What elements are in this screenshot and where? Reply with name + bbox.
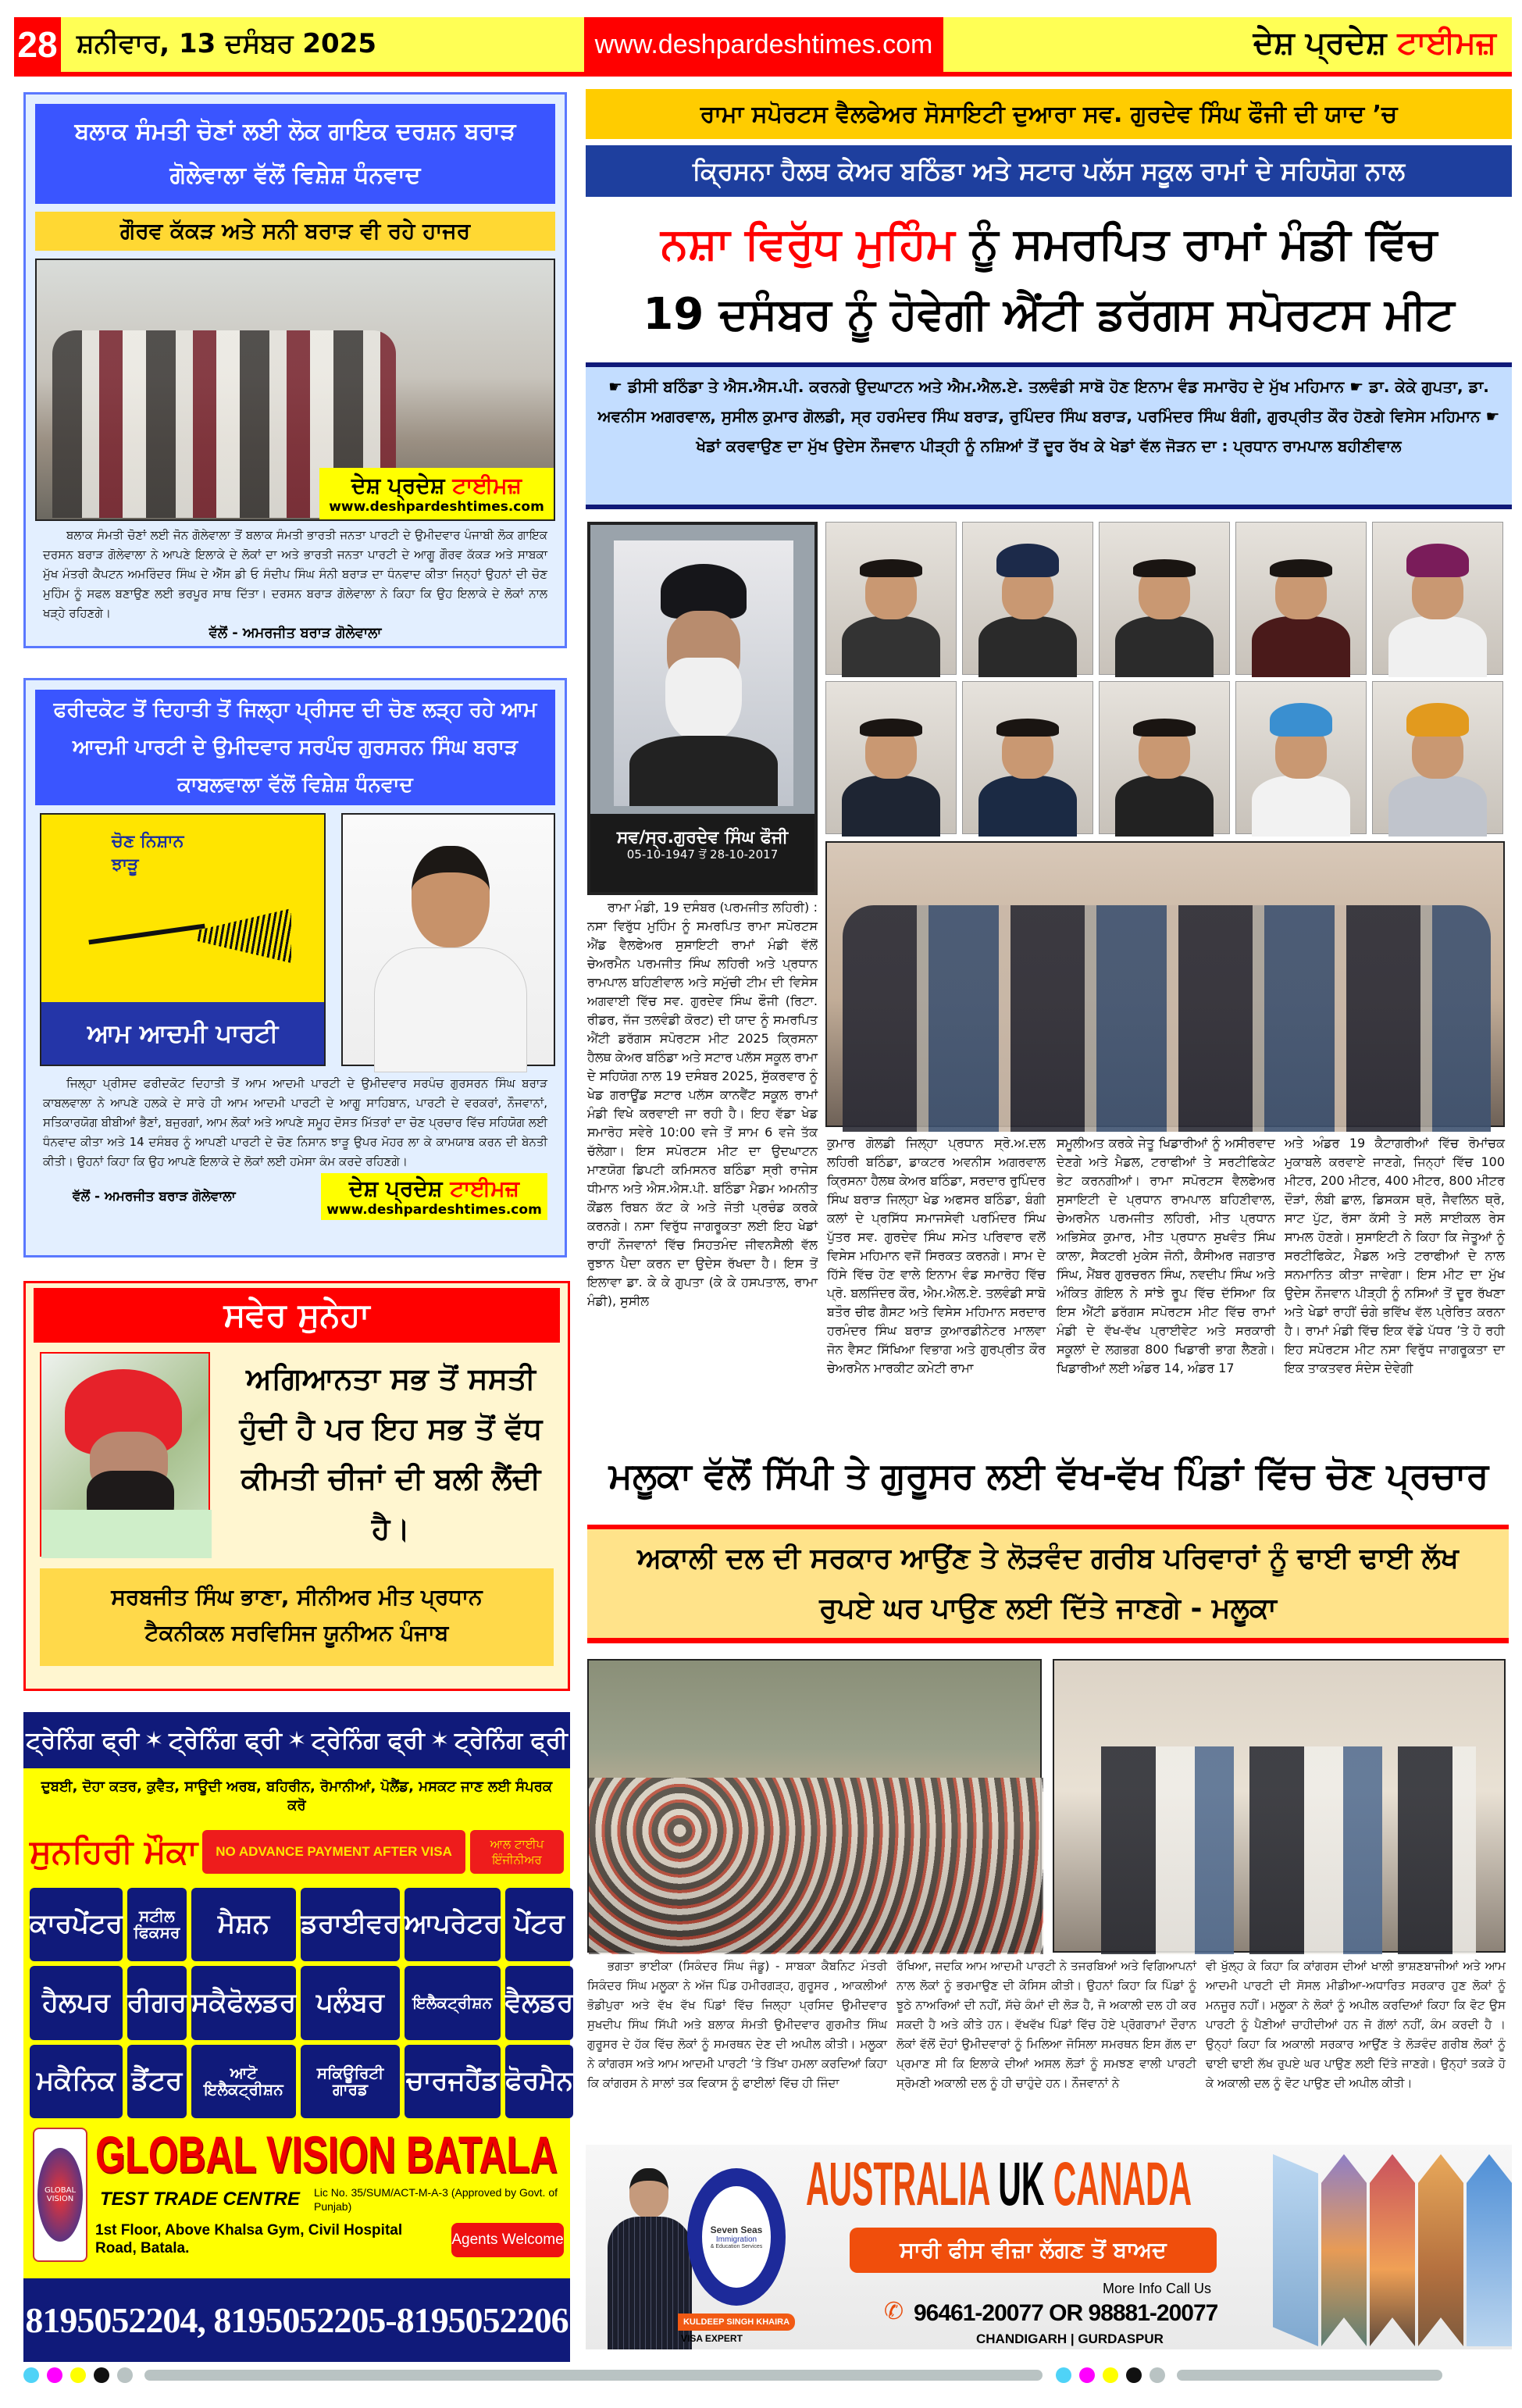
ad-offer-row: [30, 1821, 564, 1882]
main-story-col-2: ਕੁਮਾਰ ਗੋਲਡੀ ਜਿਲ੍ਹਾ ਪ੍ਰਧਾਨ ਸ੍ਰੋ.ਅ.ਦਲ ਲਹਿਰੀ ਬਠਿੰਡਾ, ਡਾਕਟਰ ਅਵਨੀਸ ਅਗਰਵਾਲ ਕ੍ਰਿਸਨਾ ਹੈਲਥ ਕੇਅਰ ਬਠਿੰਡਾ, ਸਰਦਾਰ ਰੁਪਿੰਦਰ ਸਿੰਘ ਬਰਾੜ ਜਿਲ੍ਹਾ ਖੇਡ ਅਫਸਰ ਬਠਿੰਡਾ, ਬੰਗੀ ਕਲਾਂ ਦੇ ਪ੍ਰਸਿੱਧ ਸਮਾਜਸੇਵੀ ਪਰਮਿੰਦਰ ਸਿੰਘ ਪੁੱਤਰ ਸਵ. ਗੁਰਦੇਵ ਸਿੰਘ ਸਮੇਤ ਪਰਿਵਾਰ ਵਲੋਂ ਵਿਸੇਸ ਮਹਿਮਾਨ ਵਜੋਂ ਸਿਰਕਤ ਕਰਨਗੇ। ਸਾਮ ਦੇ ਹਿੱਸੇ ਵਿੱਚ ਹੋਣ ਵਾਲੇ ਇਨਾਮ ਵੰਡ ਸਮਾਰੋਹ ਵਿੱਚ ਪ੍ਰੋ. ਬਲਜਿੰਦਰ ਕੌਰ, ਐਮ.ਐਲ.ਏ. ਤਲਵੰਡੀ ਸਾਬੋ ਬਤੌਰ ਚੀਫ ਗੈਸਟ ਅਤੇ ਵਿਸੇਸ ਮਹਿਮਾਨ ਸਰਦਾਰ ਹਰਮੰਦਰ ਸਿੰਘ ਬਰਾੜ ਕੁਆਰਡੀਨੇਟਰ ਮਾਲਵਾ ਜੋਨ ਵੈਸਟ ਸਿੱਖਿਆ ਵਿਭਾਗ ਅਤੇ ਗੁਰਪ੍ਰੀਤ ਕੌਰ ਚੇਅਰਮੈਨ ਮਾਰਕੀਟ ਕਮੇਟੀ ਰਾਮਾ: [827, 1136, 1046, 1375]
job-tile: ਸਟੀਲ ਫਿਕਸਰ: [127, 1888, 187, 1961]
memorial-caption: [590, 814, 814, 892]
author-org: ਟੈਕਨੀਕਲ ਸਰਵਿਸਿਜ ਯੂਨੀਅਨ ਪੰਜਾਬ: [144, 1620, 449, 1646]
brand-black: ਦੇਸ਼ ਪ੍ਰਦੇਸ਼: [351, 473, 445, 498]
ad-countries: ਦੁਬਈ, ਦੋਹਾ ਕਤਰ, ਕੁਵੈਤ, ਸਾਊਦੀ ਅਰਬ, ਬਹਿਰੀਨ, ਰੋਮਾਨੀਆਂ, ਪੋਲੈਂਡ, ਮਸਕਟ ਜਾਣ ਲਈ ਸੰਪਰਕ ਕਰੋ: [41, 1778, 553, 1814]
job-tile: ਪਲੰਬਰ: [301, 1966, 400, 2039]
candidate-photo: [341, 813, 555, 1066]
guest-portrait: [1099, 681, 1230, 834]
phone-icon: ✆: [884, 2298, 904, 2325]
banner-item: ਟ੍ਰੇਨਿੰਗ ਫ੍ਰੀ: [454, 1726, 568, 1754]
masthead-red: ਟਾਈਮਜ਼: [1397, 25, 1496, 61]
job-tile: ਰੀਗਰ: [127, 1966, 187, 2039]
website-link[interactable]: www.deshpardeshtimes.com: [584, 17, 943, 72]
ad-phone-numbers[interactable]: 96461-20077 OR 98881-20077: [914, 2300, 1218, 2326]
banner-item: ਟ੍ਰੇਨਿੰਗ ਫ੍ਰੀ: [26, 1726, 140, 1754]
ad-countries-title: [806, 2148, 1192, 2219]
story1-headline: ਬਲਾਕ ਸੰਮਤੀ ਚੋਣਾਂ ਲਈ ਲੋਕ ਗਾਇਕ ਦਰਸ਼ਨ ਬਰਾੜ ਗੋਲੇਵਾਲਾ ਵੱਲੋਂ ਵਿਸ਼ੇਸ਼ ਧੰਨਵਾਦ: [35, 104, 555, 204]
job-tile: ਮਕੈਨਿਕ: [30, 2045, 123, 2118]
guest-portrait: [962, 681, 1093, 834]
morning-message-box: [23, 1281, 570, 1691]
symbol-label: ਚੋਣ ਨਿਸ਼ਾਨ ਝਾੜੂ: [112, 832, 184, 875]
story2-text-flow: [43, 1074, 547, 1220]
ad-license: Lic No. 35/SUM/ACT-M-A-3 (Approved by Govt. of Punjab): [314, 2186, 558, 2213]
story2-footer-row: [43, 1173, 547, 1220]
job-tile: ਹੈਲਪਰ: [30, 1966, 123, 2039]
main-story-col-3: ਸਮੂਲੀਅਤ ਕਰਕੇ ਜੇਤੂ ਖਿਡਾਰੀਆਂ ਨੂੰ ਅਸੀਰਵਾਦ ਦੇਣਗੇ ਅਤੇ ਮੈਡਲ, ਟਰਾਫੀਆਂ ਤੇ ਸਰਟੀਫਿਕੇਟ ਭੇਟ ਕਰਨਗੀਆਂ। ਰਾਮਾ ਸਪੋਰਟਸ ਵੈਲਫੇਅਰ ਸੁਸਾਇਟੀ ਦੇ ਪ੍ਰਧਾਨ ਰਾਮਪਾਲ ਬਹਿਣੀਵਾਲ, ਚੇਅਰਮੈਨ ਪਰਮਜੀਤ ਲਹਿਰੀ, ਮੀਤ ਪ੍ਰਧਾਨ ਅਭਿਸੇਕ ਕੁਮਾਰ, ਮੀਤ ਪ੍ਰਧਾਨ ਸੁਖਵੰਤ ਸਿੰਘ ਕਾਲਾ, ਸੈਕਟਰੀ ਮੁਕੇਸ ਜੋਨੀ, ਕੈਸੀਅਰ ਜਗਤਾਰ ਸਿੰਘ, ਮੈਂਬਰ ਗੁਰਚਰਨ ਸਿੰਘ, ਨਵਦੀਪ ਸਿੰਘ ਅਤੇ ਅੰਕਿਤ ਗੋਇਲ ਨੇ ਸਾਂਝੇ ਰੂਪ ਵਿੱਚ ਦੱਸਿਆ ਕਿ ਇਸ ਐਂਟੀ ਡਰੱਗਸ ਸਪੋਰਟਸ ਮੀਟ ਵਿੱਚ ਰਾਮਾਂ ਮੰਡੀ ਦੇ ਵੱਖ-ਵੱਖ ਪ੍ਰਾਈਵੇਟ ਅਤੇ ਸਰਕਾਰੀ ਸਕੂਲਾਂ ਦੇ ਲਗਭਗ 800 ਖਿਡਾਰੀ ਭਾਗ ਲੈਣਗੇ। ਖਿਡਾਰੀਆਂ ਲਈ ਅੰਡਰ 14, ਅੰਡਰ 17: [1057, 1136, 1275, 1375]
organizers-group-photo: [825, 841, 1505, 1127]
guest-portrait: [1235, 681, 1367, 834]
morning-quote: ਅਗਿਆਨਤਾ ਸਭ ਤੋਂ ਸਸਤੀ ਹੁੰਦੀ ਹੈ ਪਰ ਇਹ ਸਭ ਤੋਂ ਵੱਧ ਕੀਮਤੀ ਚੀਜਾਂ ਦੀ ਬਲੀ ਲੈਂਦੀ ਹੈ।: [239, 1361, 543, 1546]
brand-url: www.deshpardeshtimes.com: [329, 499, 544, 515]
author-photo: [40, 1352, 210, 1557]
agents-welcome-badge: Agents Welcome: [451, 2223, 564, 2257]
guest-portrait: [825, 522, 957, 675]
fee-after-visa: ਸਾਰੀ ਫੀਸ ਵੀਜ਼ਾ ਲੱਗਣ ਤੋਂ ਬਾਅਦ: [850, 2228, 1217, 2273]
story2-brand-stamp: [321, 1173, 547, 1220]
pointer-icon: ☛: [1349, 377, 1370, 396]
memorial-dates: 05-10-1947 ਤੋਂ 28-10-2017: [626, 847, 779, 862]
broom-icon: [88, 901, 291, 971]
job-tile: ਵੈਲਡਰ: [505, 1966, 573, 2039]
morning-message-title: ਸਵੇਰ ਸੁਨੇਹਾ: [34, 1288, 560, 1343]
job-tile: ਆਟੋ ਇਲੈਕਟ੍ਰੀਸ਼ਨ: [191, 2045, 296, 2118]
guest-portrait: [1372, 681, 1503, 834]
guest-portrait: [1235, 522, 1367, 675]
highlight-item: ਡਾ. ਕੇਕੇ ਗੁਪਤਾ, ਡਾ. ਅਵਨੀਸ ਅਗਰਵਾਲ, ਸੁਸੀਲ ਕੁਮਾਰ ਗੋਲਡੀ, ਸ੍ਰ ਹਰਮੰਦਰ ਸਿੰਘ ਬਰਾੜ, ਰੁਪਿੰਦਰ ਸਿੰਘ ਬਰਾੜ, ਪਰਮਿੰਦਰ ਸਿੰਘ ਬੰਗੀ, ਗੁਰਪ੍ਰੀਤ ਕੌਰ ਹੋਣਗੇ ਵਿਸੇਸ ਮਹਿਮਾਨ: [597, 377, 1489, 426]
page-number: 28: [14, 17, 61, 72]
ad-phone-numbers: 8195052204, 8195052205-8195052206: [23, 2278, 570, 2362]
country-canada: CANADA: [1053, 2149, 1192, 2218]
guest-portrait: [962, 522, 1093, 675]
malooka-col-3: ਵੀ ਖੁੱਲ੍ਹ ਕੇ ਕਿਹਾ ਕਿ ਕਾਂਗਰਸ ਦੀਆਂ ਖਾਲੀ ਭਾਸ਼ਣਬਾਜੀਆਂ ਅਤੇ ਆਮ ਆਦਮੀ ਪਾਰਟੀ ਦੀ ਸੋਸਲ ਮੀਡੀਆ-ਅਧਾਰਿਤ ਸਰਕਾਰ ਹੁਣ ਲੋਕਾਂ ਨੂੰ ਮਨਜੂਰ ਨਹੀਂ। ਮਲੂਕਾ ਨੇ ਲੋਕਾਂ ਨੂੰ ਅਪੀਲ ਕਰਦਿਆਂ ਕਿਹਾ ਕਿ ਵੋਟ ਉਸ ਪਾਰਟੀ ਨੂੰ ਪੈਣੀਆਂ ਚਾਹੀਦੀਆਂ ਹਨ ਜੋ ਗੱਲਾਂ ਨਹੀਂ, ਕੰਮ ਕਰਦੀ ਹੈ । ਉਨ੍ਹਾਂ ਕਿਹਾ ਕਿ ਅਕਾਲੀ ਸਰਕਾਰ ਆਉਂਣ ਤੇ ਲੋੜਵੰਦ ਗਰੀਬ ਲੋਕਾਂ ਨੂੰ ਢਾਈ ਢਾਈ ਲੱਖ ਰੁਪਏ ਘਰ ਪਾਉਣ ਲਈ ਦਿੱਤੇ ਜਾਣਗੇ। ਉਨ੍ਹਾਂ ਤਕੜੇ ਹੋ ਕੇ ਅਕਾਲੀ ਦਲ ਨੂੰ ਵੋਟ ਪਾਉਣ ਦੀ ਅਪੀਲ ਕੀਤੀ।: [1206, 1959, 1506, 2090]
call-label: More Info Call Us: [1103, 2281, 1212, 2296]
ad-address: 1st Floor, Above Khalsa Gym, Civil Hospital Road, Batala.: [95, 2222, 403, 2256]
party-name: ਆਮ ਆਦਮੀ ਪਾਰਟੀ: [41, 1002, 324, 1065]
pointer-icon: ☛: [1485, 407, 1500, 426]
job-tile: ਕਾਰਪੇਂਟਰ: [30, 1888, 123, 1961]
story-block-gursaran-brar: [23, 678, 567, 1258]
print-registration-marks: [23, 2367, 1512, 2383]
aap-symbol-card: [40, 813, 326, 1066]
brand-url: www.deshpardeshtimes.com: [326, 1202, 542, 1218]
job-tile: ਮੈਸ਼ਨ: [191, 1888, 296, 1961]
job-tile: ਇਲੈਕਟ੍ਰੀਸ਼ਨ: [405, 1966, 501, 2039]
ad-all-type: ਆਲ ਟਾਈਪ ਇੰਜੀਨੀਅਰ: [470, 1830, 564, 1874]
logo-globe: GLOBAL VISION: [37, 2148, 83, 2242]
story1-brand-stamp: [319, 468, 554, 519]
landmarks-collage: [1273, 2154, 1512, 2346]
star-icon: ✶: [144, 1726, 164, 1754]
agent-title: VISA EXPERT: [681, 2333, 743, 2344]
logo-sub2: & Education Services: [710, 2244, 763, 2249]
country-australia: AUSTRALIA: [806, 2149, 989, 2218]
job-tile: ਚਾਰਜਹੈਂਡ: [405, 2045, 501, 2118]
main-story-col-4: ਅਤੇ ਅੰਡਰ 19 ਕੈਟਾਗਰੀਆਂ ਵਿੱਚ ਰੋਮਾਂਚਕ ਮੁਕਾਬਲੇ ਕਰਵਾਏ ਜਾਣਗੇ, ਜਿਨ੍ਹਾਂ ਵਿੱਚ 100 ਮੀਟਰ, 200 ਮੀਟਰ, 400 ਮੀਟਰ, 800 ਮੀਟਰ ਦੌੜਾਂ, ਲੰਬੀ ਛਾਲ, ਡਿਸਕਸ ਥ੍ਰੋ, ਜੈਵਲਿਨ ਥ੍ਰੋ, ਸਾਟ ਪੁੱਟ, ਰੱਸਾ ਕੱਸੀ ਤੇ ਸਲੋ ਸਾਈਕਲ ਰੇਸ ਸਾਮਲ ਹੋਣਗੇ। ਸੁਸਾਇਟੀ ਨੇ ਕਿਹਾ ਕਿ ਜੇਤੂਆਂ ਨੂੰ ਸਰਟੀਫਿਕੇਟ, ਮੈਡਲ ਅਤੇ ਟਰਾਫੀਆਂ ਦੇ ਨਾਲ ਸਨਮਾਨਿਤ ਕੀਤਾ ਜਾਵੇਗਾ। ਇਸ ਮੀਟ ਦਾ ਮੁੱਖ ਉਦੇਸ ਨੌਜਵਾਨ ਪੀੜ੍ਹੀ ਨੂੰ ਨਸਿਆਂ ਤੋਂ ਦੂਰ ਰੱਖਣਾ ਅਤੇ ਖੇਡਾਂ ਰਾਹੀਂ ਚੰਗੇ ਭਵਿੱਖ ਵੱਲ ਪ੍ਰੇਰਿਤ ਕਰਨਾ ਹੈ। ਰਾਮਾਂ ਮੰਡੀ ਵਿੱਚ ਇਕ ਵੱਡੇ ਪੱਧਰ ’ਤੇ ਹੋ ਰਹੀ ਇਹ ਸਪੋਰਟਸ ਮੀਟ ਨਸਾ ਵਿਰੁੱਧ ਜਾਗਰੂਕਤਾ ਦਾ ਇਕ ਤਾਕਤਵਰ ਸੰਦੇਸ ਦੇਵੇਗੀ: [1285, 1136, 1505, 1375]
masthead-black: ਦੇਸ਼ ਪ੍ਰਦੇਸ਼: [1253, 25, 1387, 61]
brand-red: ਟਾਈਮਜ਼: [452, 473, 522, 498]
author-credit: [40, 1568, 554, 1666]
malooka-rally-photo-2: [1053, 1659, 1506, 1953]
brand-red: ਟਾਈਮਜ਼: [450, 1175, 519, 1201]
ad-banner-free-training: [23, 1712, 570, 1768]
story1-body: ਬਲਾਕ ਸੰਮਤੀ ਚੋਣਾਂ ਲਈ ਜੋਨ ਗੋਲੇਵਾਲਾ ਤੋਂ ਬਲਾਕ ਸੰਮਤੀ ਭਾਰਤੀ ਜਨਤਾ ਪਾਰਟੀ ਦੇ ਉਮੀਦਵਾਰ ਪੰਜਾਬੀ ਲੋਕ ਗਾਇਕ ਦਰਸਨ ਬਰਾੜ ਗੋਲੇਵਾਲਾ ਨੇ ਆਪਣੇ ਇਲਾਕੇ ਦੇ ਲੋਕਾਂ ਦਾ ਅਤੇ ਭਾਰਤੀ ਜਨਤਾ ਪਾਰਟੀ ਦੇ ਆਗੂ ਗੌਰਵ ਕੱਕੜ ਅਤੇ ਸਾਬਕਾ ਮੁੱਖ ਮੰਤਰੀ ਕੈਪਟਨ ਅਮਰਿੰਦਰ ਸਿੰਘ ਦੇ ਐੱਸ ਡੀ ਓ ਸੰਦੀਪ ਸਿੰਘ ਸੰਨੀ ਬਰਾੜ ਦਾ ਧੰਨਵਾਦ ਕੀਤਾ ਜਿਨ੍ਹਾਂ ਉਹਨਾਂ ਦੀ ਚੋਣ ਮੁਹਿੰਮ ਨੂੰ ਸਫਲ ਬਣਾਉਣ ਲਈ ਭਰਪੂਰ ਸਾਥ ਦਿੱਤਾ। ਦਰਸਨ ਬਰਾੜ ਗੋਲੇਵਾਲਾ ਨੇ ਕਿਹਾ ਕਿ ਉਹ ਇਲਾਕੇ ਦੇ ਲੋਕਾਂ ਨਾਲ ਖੜ੍ਹੇ ਰਹਿਣਗੇ।: [43, 528, 547, 620]
seven-seas-logo: [687, 2168, 786, 2306]
issue-date: ਸ਼ਨੀਵਾਰ, 13 ਦਸੰਬਰ 2025: [77, 28, 377, 59]
job-tile: ਪੇਂਟਰ: [505, 1888, 573, 1961]
highlights-box: [586, 362, 1512, 509]
job-tile: ਫੋਰਮੈਨ: [505, 2045, 573, 2118]
job-tile: ਸਕੈਫੋਲਡਰ: [191, 1966, 296, 2039]
main-kicker-1: ਰਾਮਾ ਸਪੋਰਟਸ ਵੈਲਫੇਅਰ ਸੋਸਾਇਟੀ ਦੁਆਰਾ ਸਵ. ਗੁਰਦੇਵ ਸਿੰਘ ਫੌਜੀ ਦੀ ਯਾਦ ’ਚ: [586, 89, 1512, 139]
story2-headline: ਫਰੀਦਕੋਟ ਤੋਂ ਦਿਹਾਤੀ ਤੋਂ ਜਿਲ੍ਹਾ ਪ੍ਰੀਸਦ ਦੀ ਚੋਣ ਲੜ੍ਹ ਰਹੇ ਆਮ ਆਦਮੀ ਪਾਰਟੀ ਦੇ ਉਮੀਦਵਾਰ ਸਰਪੰਚ ਗੁਰਸਰਨ ਸਿੰਘ ਬਰਾੜ ਕਾਬਲਵਾਲਾ ਵੱਲੋਂ ਵਿਸ਼ੇਸ਼ ਧੰਨਵਾਦ: [35, 690, 555, 805]
story-block-darshan-brar: [23, 92, 567, 648]
malooka-subhead: ਅਕਾਲੀ ਦਲ ਦੀ ਸਰਕਾਰ ਆਉਂਣ ਤੇ ਲੋੜਵੰਦ ਗਰੀਬ ਪਰਿਵਾਰਾਂ ਨੂੰ ਢਾਈ ਢਾਈ ਲੱਖ ਰੁਪਏ ਘਰ ਪਾਉਣ ਲਈ ਦਿੱਤੇ ਜਾਣਗੇ - ਮਲੂਕਾ: [587, 1525, 1509, 1643]
ad-no-advance: NO ADVANCE PAYMENT AFTER VISA: [202, 1830, 465, 1874]
global-vision-logo: [33, 2128, 87, 2262]
job-tile: ਡੈਂਟਰ: [127, 2045, 187, 2118]
banner-item: ਟ੍ਰੇਨਿੰਗ ਫ੍ਰੀ: [169, 1726, 282, 1754]
agent-name-tag: KULDEEP SINGH KHAIRA: [678, 2313, 795, 2331]
ad-test-centre: TEST TRADE CENTRE: [100, 2189, 301, 2210]
highlight-item: ਖੇਡਾਂ ਕਰਵਾਉਣ ਦਾ ਮੁੱਖ ਉਦੇਸ ਨੌਜਵਾਨ ਪੀੜ੍ਹੀ ਨੂੰ ਨਸ਼ਿਆਂ ਤੋਂ ਦੂਰ ਰੱਖ ਕੇ ਖੇਡਾਂ ਵੱਲ ਜੋੜਨ ਦਾ : ਪ੍ਰਧਾਨ ਰਾਮਪਾਲ ਬਹੀਣੀਵਾਲ: [696, 437, 1402, 455]
logo-sub1: Immigration: [715, 2235, 757, 2244]
star-icon: ✶: [287, 1726, 307, 1754]
banner-item: ਟ੍ਰੇਨਿੰਗ ਫ੍ਰੀ: [312, 1726, 425, 1754]
main-kicker-2: ਕ੍ਰਿਸਨਾ ਹੈਲਥ ਕੇਅਰ ਬਠਿੰਡਾ ਅਤੇ ਸਟਾਰ ਪਲੱਸ ਸਕੂਲ ਰਾਮਾਂ ਦੇ ਸਹਿਯੋਗ ਨਾਲ: [586, 145, 1512, 197]
ad-golden-chance: ਸੁਨਹਿਰੀ ਮੌਕਾ: [30, 1832, 198, 1871]
malooka-rally-photo-1: [587, 1659, 1042, 1953]
guest-portrait: [1372, 522, 1503, 675]
story1-subhead: ਗੌਰਵ ਕੱਕੜ ਅਤੇ ਸਨੀ ਬਰਾੜ ਵੀ ਰਹੇ ਹਾਜਰ: [35, 212, 555, 251]
memorial-name: ਸਵ/ਸ੍ਰ.ਗੁਰਦੇਵ ਸਿੰਘ ਫੌਜੀ: [616, 828, 789, 847]
main-headline: [586, 209, 1512, 350]
story2-body: ਜਿਲ੍ਹਾ ਪ੍ਰੀਸਦ ਫਰੀਦਕੋਟ ਦਿਹਾਤੀ ਤੋਂ ਆਮ ਆਦਮੀ ਪਾਰਟੀ ਦੇ ਉਮੀਦਵਾਰ ਸਰਪੰਚ ਗੁਰਸਰਨ ਸਿੰਘ ਬਰਾੜ ਕਾਬਲਵਾਲਾ ਨੇ ਆਪਣੇ ਹਲਕੇ ਦੇ ਸਾਰੇ ਹੀ ਆਮ ਆਦਮੀ ਪਾਰਟੀ ਦੇ ਆਗੂ ਸਾਹਿਬਾਨ, ਪਾਰਟੀ ਦੇ ਵਰਕਰਾਂ, ਨੌਜਵਾਨਾਂ, ਸਤਿਕਾਰਯੋਗ ਬੀਬੀਆਂ ਭੈਣਾਂ, ਬਜੁਰਗਾਂ, ਆਮ ਲੋਕਾਂ ਅਤੇ ਆਪਣੇ ਸਮੂਹ ਦੋਸਤ ਮਿੱਤਰਾਂ ਦਾ ਚੋਣ ਪ੍ਰਚਾਰ ਵਿੱਚ ਸਹਿਯੋਗ ਲਈ ਧੰਨਵਾਦ ਕੀਤਾ ਅਤੇ 14 ਦਸੰਬਰ ਨੂੰ ਆਪਣੀ ਪਾਰਟੀ ਦੇ ਚੋਣ ਨਿਸਾਨ ਝਾੜੂ ਉਪਰ ਮੋਹਰ ਲਾ ਕੇ ਕਾਮਯਾਬ ਕਰਨ ਦੀ ਬੇਨਤੀ ਕੀਤੀ। ਉਹਨਾਂ ਕਿਹਾ ਕਿ ਉਹ ਆਪਣੇ ਇਲਾਕੇ ਦੇ ਲੋਕਾਂ ਲਈ ਹਮੇਸਾ ਕੰਮ ਕਰਦੇ ਰਹਿਣਗੇ।: [43, 1076, 547, 1168]
job-tile: ਸਕਿਊਰਿਟੀ ਗਾਰਡ: [301, 2045, 400, 2118]
page-header: [14, 17, 1512, 77]
headline-red: ਨਸ਼ਾ ਵਿਰੁੱਧ ਮੁਹਿੰਮ: [661, 219, 955, 269]
logo-name: Seven Seas: [710, 2224, 763, 2235]
guest-portraits-grid: [825, 522, 1505, 834]
brand-black: ਦੇਸ਼ ਪ੍ਰਦੇਸ਼: [349, 1175, 443, 1201]
ad-company-name: GLOBAL VISION BATALA: [95, 2125, 558, 2183]
story2-byline: ਵੱਲੋਂ - ਅਮਰਜੀਤ ਬਰਾੜ ਗੋਲੇਵਾਲਾ: [73, 1189, 236, 1204]
ad-cities: CHANDIGARH | GURDASPUR: [976, 2331, 1164, 2346]
guest-portrait: [825, 681, 957, 834]
story1-group-photo: [35, 259, 555, 521]
job-tile: ਆਪਰੇਟਰ: [405, 1888, 501, 1961]
highlight-item: ਡੀਸੀ ਬਠਿੰਡਾ ਤੇ ਐਸ.ਐਸ.ਪੀ. ਕਰਨਗੇ ਉਦਘਾਟਨ ਅਤੇ ਐਮ.ਐਲ.ਏ. ਤਲਵੰਡੀ ਸਾਬੋ ਹੋਣ ਇਨਾਮ ਵੰਡ ਸਮਾਰੋਹ ਦੇ ਮੁੱਖ ਮਹਿਮਾਨ: [627, 377, 1345, 396]
ad-seven-seas[interactable]: [586, 2145, 1512, 2349]
job-tile: ਡਰਾਈਵਰ: [301, 1888, 400, 1961]
masthead: [1253, 25, 1496, 61]
pointer-icon: ☛: [608, 377, 628, 396]
story1-text-flow: [43, 526, 547, 644]
headline-black-1: ਨੂੰ ਸਮਰਪਿਤ ਰਾਮਾਂ ਮੰਡੀ ਵਿੱਚ: [970, 219, 1437, 269]
country-uk: UK: [998, 2149, 1045, 2218]
jobs-grid: [30, 1888, 574, 2118]
star-icon: ✶: [430, 1726, 450, 1754]
guest-portrait: [1099, 522, 1230, 675]
ad-global-vision[interactable]: [23, 1712, 574, 2362]
main-story-col-1: ਰਾਮਾ ਮੰਡੀ, 19 ਦਸੰਬਰ (ਪਰਮਜੀਤ ਲਹਿਰੀ) : ਨਸਾ ਵਿਰੁੱਧ ਮੁਹਿੰਮ ਨੂੰ ਸਮਰਪਿਤ ਰਾਮਾ ਸਪੋਰਟਸ ਐਂਡ ਵੈਲਫੇਅਰ ਸੁਸਾਇਟੀ ਰਾਮਾਂ ਮੰਡੀ ਵੱਲੋਂ ਚੇਅਰਮੈਨ ਪਰਮਜੀਤ ਸਿੰਘ ਲਹਿਰੀ ਅਤੇ ਪ੍ਰਧਾਨ ਰਾਮਪਾਲ ਬਹਿਣੀਵਾਲ ਅਤੇ ਸਮੁੱਚੀ ਟੀਮ ਦੀ ਵਿਸੇਸ ਅਗਵਾਈ ਵਿੱਚ ਸਵ. ਗੁਰਦੇਵ ਸਿੰਘ ਫੌਜੀ (ਰਿਟਾ. ਰੀਡਰ, ਜੱਜ ਤਲਵੰਡੀ ਕੋਰਟ) ਦੀ ਯਾਦ ਨੂੰ ਸਮਰਪਿਤ ਐਂਟੀ ਡਰੱਗਸ ਸਪੋਰਟਸ ਮੀਟ 2025 ਕ੍ਰਿਸਨਾ ਹੈਲਥ ਕੇਅਰ ਬਠਿੰਡਾ ਅਤੇ ਸਟਾਰ ਪਲੱਸ ਸਕੂਲ ਰਾਮਾ ਦੇ ਸਹਿਯੋਗ ਨਾਲ 19 ਦਸੰਬਰ 2025, ਸੁੱਕਰਵਾਰ ਨੂੰ ਖੇਡ ਗਰਾਊਂਡ ਸਟਾਰ ਪਲੱਸ ਕਾਨਵੈਂਟ ਸਕੂਲ ਰਾਮਾਂ ਮੰਡੀ ਵਿਖੇ ਕਰਵਾਈ ਜਾ ਰਹੀ ਹੈ। ਇਹ ਵੱਡਾ ਖੇਡ ਸਮਾਰੋਹ ਸਵੇਰੇ 10:00 ਵਜੇ ਤੋਂ ਸਾਮ 6 ਵਜੇ ਤੱਕ ਚੱਲੇਗਾ। ਇਸ ਸਪੋਰਟਸ ਮੀਟ ਦਾ ਉਦਘਾਟਨ ਮਾਣਯੋਗ ਡਿਪਟੀ ਕਮਿਸਨਰ ਬਠਿੰਡਾ ਸ੍ਰੀ ਰਾਜੇਸ ਧੀਮਾਨ ਅਤੇ ਐਸ.ਐਸ.ਪੀ. ਬਠਿੰਡਾ ਮੈਡਮ ਅਮਨੀਤ ਕੌਂਡਲ ਰਿਬਨ ਕੱਟ ਕੇ ਅਤੇ ਜੋਤੀ ਪ੍ਰਚੰਡ ਕਰਕੇ ਕਰਨਗੇ। ਨਸਾ ਵਿਰੁੱਧ ਜਾਗਰੂਕਤਾ ਲਈ ਇਹ ਖੇਡਾਂ ਰਾਹੀਂ ਨੌਜਵਾਨਾਂ ਵਿੱਚ ਸਿਹਤਮੰਦ ਜੀਵਨਸੈਲੀ ਵੱਲ ਰੁਝਾਨ ਪੈਦਾ ਕਰਨ ਦਾ ਉਦੇਸ ਰੱਖਦਾ ਹੈ। ਇਸ ਤੋਂ ਇਲਾਵਾ ਡਾ. ਕੇ ਕੇ ਗੁਪਤਾ (ਕੇ ਕੇ ਹਸਪਤਾਲ, ਰਾਮਾ ਮੰਡੀ), ਸੁਸੀਲ: [587, 900, 818, 1308]
malooka-col-2: ਰੱਖਿਆ, ਜਦਕਿ ਆਮ ਆਦਮੀ ਪਾਰਟੀ ਨੇ ਤਜਰਬਿਆਂ ਅਤੇ ਵਿਗਿਆਪਨਾਂ ਨਾਲ ਲੋਕਾਂ ਨੂੰ ਭਰਮਾਉਣ ਦੀ ਕੋਸਿਸ ਕੀਤੀ। ਉਹਨਾਂ ਕਿਹਾ ਕਿ ਪਿੰਡਾਂ ਨੂੰ ਝੂਠੇ ਨਾਅਰਿਆਂ ਦੀ ਨਹੀਂ, ਸੱਚੇ ਕੰਮਾਂ ਦੀ ਲੋੜ ਹੈ, ਜੋ ਅਕਾਲੀ ਦਲ ਹੀ ਕਰ ਸਕਦੀ ਹੈ ਅਤੇ ਕੀਤੇ ਹਨ। ਵੱਖਵੱਖ ਪਿੰਡਾਂ ਵਿੱਚ ਹੋਏ ਪ੍ਰੋਗਰਾਮਾਂ ਦੌਰਾਨ ਲੋਕਾਂ ਵੱਲੋਂ ਦੋਹਾਂ ਉਮੀਦਵਾਰਾਂ ਨੂੰ ਮਿਲਿਆ ਜੋਸਿਲਾ ਸਮਰਥਨ ਇਸ ਗੱਲ ਦਾ ਪ੍ਰਮਾਣ ਸੀ ਕਿ ਇਲਾਕੇ ਦੀਆਂ ਅਸਲ ਲੋੜਾਂ ਨੂੰ ਸਮਝਣ ਵਾਲੀ ਪਾਰਟੀ ਸ੍ਰੋਮਣੀ ਅਕਾਲੀ ਦਲ ਨੂੰ ਹੀ ਚਾਹੁੰਦੇ ਹਨ। ਨੌਜਵਾਨਾਂ ਨੇ: [896, 1959, 1196, 2090]
memorial-photo: [587, 522, 818, 895]
headline-black-2: 19 ਦਸੰਬਰ ਨੂੰ ਹੋਵੇਗੀ ਐਂਟੀ ਡਰੱਗਸ ਸਪੋਰਟਸ ਮੀਟ: [643, 289, 1455, 340]
story1-byline: ਵੱਲੋਂ - ਅਮਰਜੀਤ ਬਰਾੜ ਗੋਲੇਵਾਲਾ: [209, 625, 382, 641]
malooka-headline: ਮਲੂਕਾ ਵੱਲੋਂ ਸਿੱਪੀ ਤੇ ਗੁਰੂਸਰ ਲਈ ਵੱਖ-ਵੱਖ ਪਿੰਡਾਂ ਵਿੱਚ ਚੋਣ ਪ੍ਰਚਾਰ: [608, 1454, 1489, 1497]
author-name: ਸਰਬਜੀਤ ਸਿੰਘ ਭਾਣਾ, ਸੀਨੀਅਰ ਮੀਤ ਪ੍ਰਧਾਨ: [111, 1584, 483, 1610]
malooka-col-1: ਭਗਤਾ ਭਾਈਕਾ (ਸਿਕੰਦਰ ਸਿੰਘ ਜੰਡੂ) - ਸਾਬਕਾ ਕੈਬਨਿਟ ਮੰਤਰੀ ਸਿਕੰਦਰ ਸਿੰਘ ਮਲੂਕਾ ਨੇ ਅੱਜ ਪਿੰਡ ਹਮੀਰਗੜ੍ਹ, ਗੁਰੂਸਰ , ਆਕਲੀਆਂ ਭੋਡੀਪੁਰਾ ਅਤੇ ਵੱਖ ਵੱਖ ਪਿੰਡਾਂ ਵਿੱਚ ਜਿਲ੍ਹਾ ਪ੍ਰਸਿਦ ਉਮੀਦਵਾਰ ਸੁਖਦੀਪ ਸਿੰਘ ਸਿੱਪੀ ਅਤੇ ਬਲਾਕ ਸੰਮਤੀ ਉਮੀਦਵਾਰ ਗੁਰਮੀਤ ਸਿੰਘ ਗੁਰੂਸਰ ਦੇ ਹੱਕ ਵਿੱਚ ਲੋਕਾਂ ਨੂੰ ਸਮਰਥਨ ਦੇਣ ਦੀ ਅਪੀਲ ਕੀਤੀ। ਮਲੂਕਾ ਨੇ ਕਾਂਗਰਸ ਅਤੇ ਆਮ ਆਦਮੀ ਪਾਰਟੀ ‘ਤੇ ਤਿੱਖਾ ਹਮਲਾ ਕਰਦਿਆਂ ਕਿਹਾ ਕਿ ਕਾਂਗਰਸ ਨੇ ਸਾਲਾਂ ਤਕ ਵਿਕਾਸ ਨੂੰ ਫਾਈਲਾਂ ਵਿੱਚ ਹੀ ਜਿੰਦਾ: [587, 1959, 887, 2090]
